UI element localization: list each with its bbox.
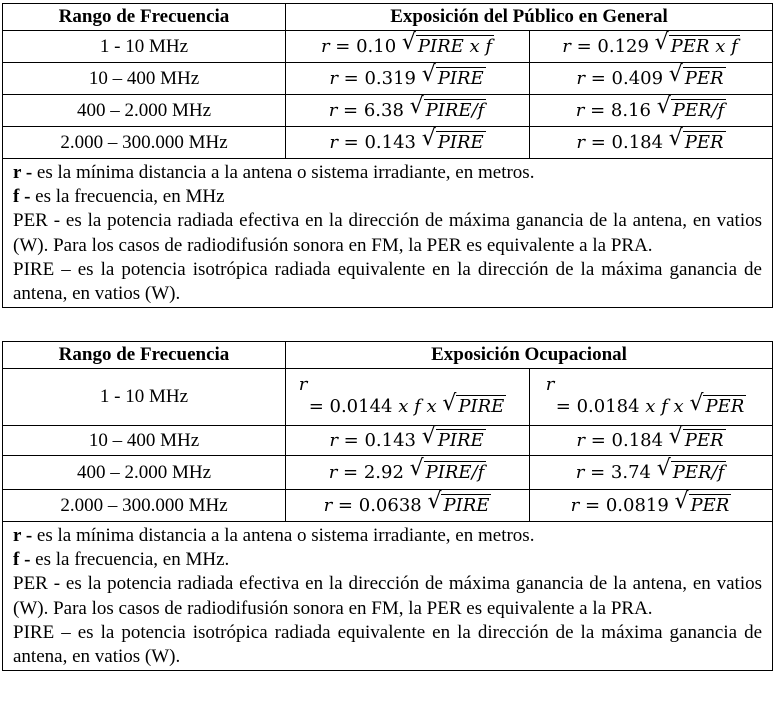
- range-cell: 1 - 10 MHz: [3, 31, 286, 63]
- formula-pire: r = 0.10 √ PIRE x f: [286, 31, 530, 63]
- note-r: r - es la mínima distancia a la antena o sistema irradiante, en metros.: [13, 525, 535, 546]
- formula-pire: r = 0.143 √ PIRE: [286, 127, 530, 159]
- range-cell: 1 - 10 MHz: [3, 369, 286, 426]
- note-f: f - es la frecuencia, en MHz.: [13, 549, 230, 571]
- formula-pire: r = 0.0638 √ PIRE: [286, 490, 530, 522]
- formula-pire: r = 2.92 √ PIRE/f: [286, 456, 530, 490]
- note-f: f - es la frecuencia, en MHz: [13, 186, 225, 208]
- header-exposure: Exposición Ocupacional: [286, 342, 773, 369]
- notes-row: [3, 159, 773, 308]
- table-row: [3, 426, 773, 456]
- header-range: Rango de Frecuencia: [3, 342, 286, 369]
- range-cell: 10 – 400 MHz: [3, 426, 286, 456]
- formula-pire: r = 0.143 √ PIRE: [286, 426, 530, 456]
- formula-per: r = 8.16 √ PER/f: [530, 95, 773, 127]
- formula-per: r = 0.0184 x f x √ PER: [530, 369, 773, 426]
- range-cell: 10 – 400 MHz: [3, 63, 286, 95]
- table-row: [3, 31, 773, 63]
- range-cell: 2.000 – 300.000 MHz: [3, 127, 286, 159]
- formula-pire: r = 0.319 √ PIRE: [286, 63, 530, 95]
- note-per: PER - es la potencia radiada efectiva en la dirección de máxima ganancia de la antena, en vatios (W). Para los casos de radiodifusión sonora en FM, la PER es equivalente a la PRA.: [13, 573, 763, 619]
- table-row: [3, 63, 773, 95]
- range-cell: 400 – 2.000 MHz: [3, 456, 286, 490]
- notes-row: [3, 522, 773, 671]
- range-cell: 400 – 2.000 MHz: [3, 95, 286, 127]
- table-row: [3, 369, 773, 426]
- occupational-exposure-table: [2, 341, 773, 671]
- formula-pire: r = 0.0144 x f x √ PIRE: [286, 369, 530, 426]
- formula-per: r = 3.74 √ PER/f: [530, 456, 773, 490]
- note-pire: PIRE – es la potencia isotrópica radiada equivalente en la dirección de la máxima ganancia de antena, en vatios (W).: [13, 621, 762, 668]
- header-exposure: Exposición del Público en General: [286, 4, 773, 31]
- header-row: [3, 4, 773, 31]
- range-cell: 2.000 – 300.000 MHz: [3, 490, 286, 522]
- general-exposure-table: [2, 3, 773, 308]
- notes-cell: [3, 159, 773, 308]
- formula-per: r = 0.184 √ PER: [530, 426, 773, 456]
- header-row: [3, 342, 773, 369]
- table-row: [3, 95, 773, 127]
- header-range: Rango de Frecuencia: [3, 4, 286, 31]
- formula-pire: r = 6.38 √ PIRE/f: [286, 95, 530, 127]
- notes-cell: [3, 522, 773, 671]
- note-per: PER - es la potencia radiada efectiva en la dirección de máxima ganancia de la antena, en vatios (W). Para los casos de radiodifusión sonora en FM, la PER es equivalente a la PRA.: [13, 210, 762, 256]
- table-row: [3, 490, 773, 522]
- table-row: [3, 456, 773, 490]
- note-pire: PIRE – es la potencia isotrópica radiada equivalente en la dirección de la máxima ganancia de antena, en vatios (W).: [13, 258, 762, 305]
- note-r: r - es la mínima distancia a la antena o sistema irradiante, en metros.: [13, 162, 535, 183]
- formula-per: r = 0.129 √ PER x f: [530, 31, 773, 63]
- formula-per: r = 0.0819 √ PER: [530, 490, 773, 522]
- formula-per: r = 0.409 √ PER: [530, 63, 773, 95]
- formula-per: r = 0.184 √ PER: [530, 127, 773, 159]
- table-row: [3, 127, 773, 159]
